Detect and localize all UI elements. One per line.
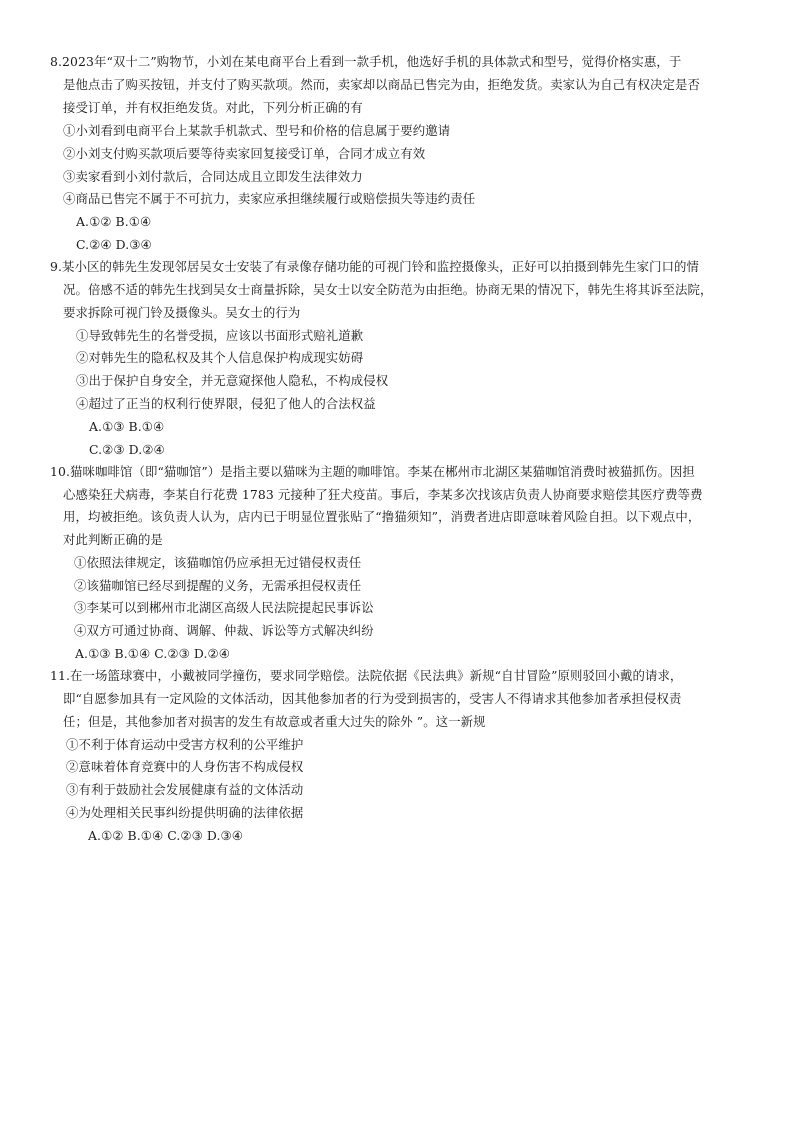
question-11-option-2: ②意味着体育竞赛中的人身伤害不构成侵权 xyxy=(66,759,304,774)
question-9-stem-line-1: 9.某小区的韩先生发现邻居吴女士安装了有录像存储功能的可视门铃和监控摄像头，正好可以拍摄到韩先生家门口的情 xyxy=(50,259,700,274)
question-9-option-2: ②对韩先生的隐私权及其个人信息保护构成现实妨碍 xyxy=(76,350,364,365)
question-11-option-4: ④为处理相关民事纠纷提供明确的法律依据 xyxy=(66,805,304,820)
question-10-stem-line-1: 10.猫咪咖啡馆（即“猫咖馆”）是指主要以猫咪为主题的咖啡馆。李某在郴州市北湖区某猫咖馆消费时被猫抓伤。因担 xyxy=(50,464,695,479)
question-10-option-2: ②该猫咖馆已经尽到提醒的义务，无需承担侵权责任 xyxy=(74,578,362,593)
question-11-stem-line-3: 任；但是，其他参加者对损害的发生有故意或者重大过失的除外 ”。这一新规 xyxy=(63,714,486,729)
question-11-stem-line-2: 即“自愿参加具有一定风险的文体活动，因其他参加者的行为受到损害的，受害人不得请求其他参加者承担侵权责 xyxy=(63,691,682,706)
question-8-option-1: ①小刘看到电商平台上某款手机款式、型号和价格的信息属于要约邀请 xyxy=(63,123,451,138)
question-9-answers-line-1: A.①③ B.①④ xyxy=(89,419,165,434)
question-9-stem-line-2: 况。倍感不适的韩先生找到吴女士商量拆除，吴女士以安全防范为由拒绝。协商无果的情况下，韩先生将其诉至法院， xyxy=(63,282,713,297)
question-10-answers: A.①③ B.①④ C.②③ D.②④ xyxy=(75,646,230,661)
question-9-option-4: ④超过了正当的权利行使界限，侵犯了他人的合法权益 xyxy=(76,396,376,411)
question-11-stem-line-1: 11.在一场篮球赛中，小戴被同学撞伤，要求同学赔偿。法院依据《民法典》新规“自甘冒险”原则驳回小戴的请求， xyxy=(50,668,683,683)
question-9-option-1: ①导致韩先生的名誉受损，应该以书面形式赔礼道歉 xyxy=(76,328,364,343)
question-10-stem-line-4: 对此判断正确的是 xyxy=(63,532,163,547)
question-10-stem-line-3: 用，均被拒绝。该负责人认为，店内已于明显位置张贴了“撸猫须知”，消费者进店即意味着风险自担。以下观点中， xyxy=(63,509,701,524)
question-8-stem-line-3: 接受订单，并有权拒绝发货。对此，下列分析正确的有 xyxy=(63,100,363,115)
question-9-option-3: ③出于保护自身安全，并无意窥探他人隐私，不构成侵权 xyxy=(76,373,389,388)
question-11-option-1: ①不利于体育运动中受害方权利的公平维护 xyxy=(66,737,304,752)
question-11-option-3: ③有利于鼓励社会发展健康有益的文体活动 xyxy=(66,782,304,797)
question-9-answers-line-2: C.②③ D.②④ xyxy=(89,442,165,457)
question-8-stem-line-1: 8.2023年“双十二”购物节，小刘在某电商平台上看到一款手机，他选好手机的具体款式和型号，觉得价格实惠，于 xyxy=(50,54,682,69)
question-8-answers-line-2: C.②④ D.③④ xyxy=(76,237,152,252)
question-8-option-3: ③卖家看到小刘付款后，合同达成且立即发生法律效力 xyxy=(63,169,363,184)
question-10-option-4: ④双方可通过协商、调解、仲裁、诉讼等方式解决纠纷 xyxy=(74,623,374,638)
question-9-stem-line-3: 要求拆除可视门铃及摄像头。吴女士的行为 xyxy=(63,305,301,320)
question-10-stem-line-2: 心感染狂犬病毒，李某自行花费 1783 元接种了狂犬疫苗。事后，李某多次找该店负责人协商要求赔偿其医疗费等费 xyxy=(63,487,703,502)
question-8-option-2: ②小刘支付购买款项后要等待卖家回复接受订单，合同才成立有效 xyxy=(63,146,426,161)
question-8-stem-line-2: 是他点击了购买按钮，并支付了购买款项。然而，卖家却以商品已售完为由，拒绝发货。卖家认为自己有权决定是否 xyxy=(63,77,701,92)
question-11-answers: A.①② B.①④ C.②③ D.③④ xyxy=(88,828,243,843)
question-8-answers-line-1: A.①② B.①④ xyxy=(76,214,152,229)
question-10-option-3: ③李某可以到郴州市北湖区高级人民法院提起民事诉讼 xyxy=(74,600,374,615)
question-10-option-1: ①依照法律规定，该猫咖馆仍应承担无过错侵权责任 xyxy=(74,555,362,570)
question-8-option-4: ④商品已售完不属于不可抗力，卖家应承担继续履行或赔偿损失等违约责任 xyxy=(63,191,476,206)
